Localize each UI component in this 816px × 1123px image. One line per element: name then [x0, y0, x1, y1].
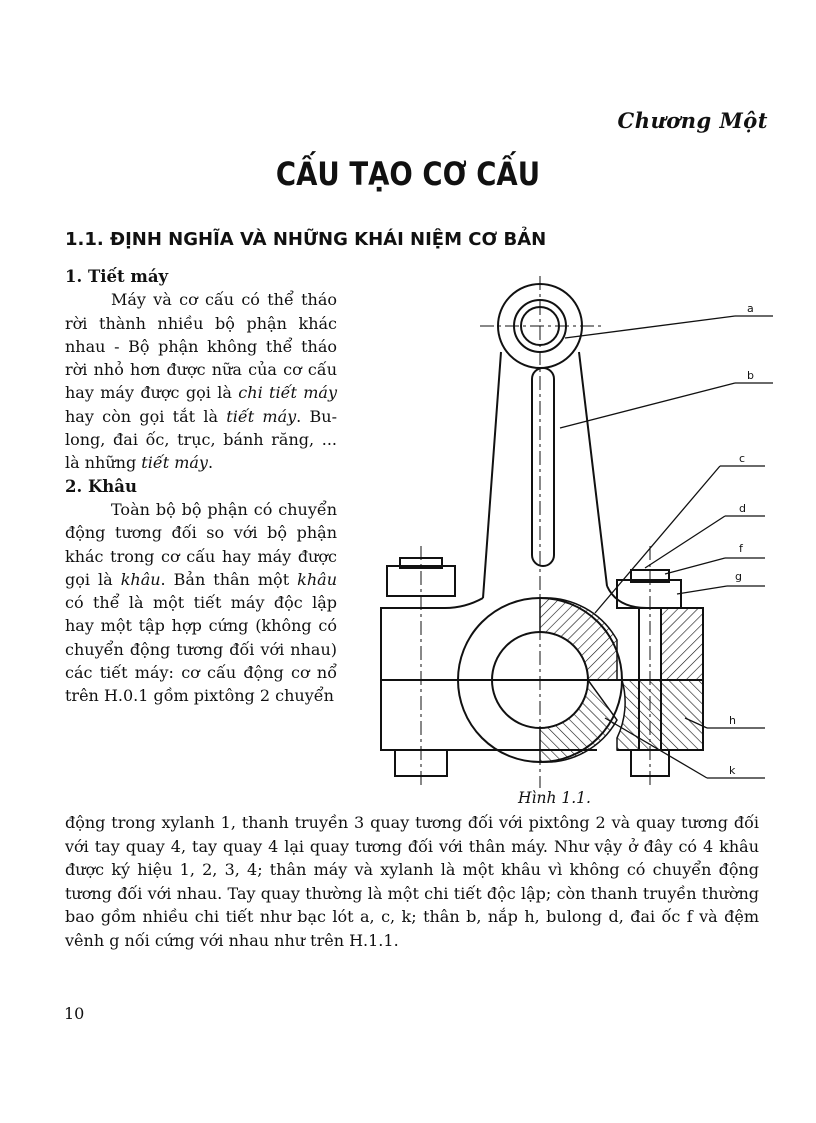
- text-run: .: [207, 453, 214, 473]
- chapter-label: Chương Một: [617, 108, 768, 133]
- subsection1-paragraph: [65, 288, 337, 474]
- text-run: . Bu-long, đai ốc, trục, bánh răng, ... là những: [65, 406, 338, 473]
- continuation-text: [65, 811, 759, 953]
- label-f: f: [739, 542, 743, 555]
- shank-slot: [532, 368, 554, 566]
- page-number: 10: [64, 1004, 85, 1023]
- text-run: Toàn bộ bộ phận có chuyển động tương đối so với bộ phận khác trong cơ cấu hay máy được gọi là: [65, 499, 337, 589]
- page-title: CẤU TẠO CƠ CẤU: [275, 155, 541, 193]
- left-column: [65, 265, 337, 708]
- text-run: có thể là một tiết máy độc lập hay một tập hợp cứng (không có chuyển động tương đối với nhau) các tiết máy: cơ cấu động cơ nổ trên H.0.1 gồm pixtông 2 chuyển: [65, 593, 337, 706]
- label-k: k: [729, 764, 736, 777]
- text-run: Máy và cơ cấu có thể tháo rời thành nhiều bộ phận khác nhau - Bộ phận không thể tháo rời nhỏ hơn được nữa của cơ cấu hay máy được gọi là: [65, 290, 337, 403]
- term-tiet-may-2: tiết máy: [141, 453, 208, 473]
- term-khau: khâu: [120, 569, 161, 589]
- label-a: a: [747, 302, 754, 315]
- bearing-shell-lower: [540, 680, 617, 762]
- term-chi-tiet-may: chi tiết máy: [238, 383, 337, 403]
- label-b: b: [747, 369, 754, 382]
- section-heading: 1.1. ĐỊNH NGHĨA VÀ NHỮNG KHÁI NIỆM CƠ BẢN: [65, 229, 547, 250]
- figure-caption: Hình 1.1.: [518, 789, 591, 807]
- subsection2-paragraph: [65, 498, 337, 708]
- rod-shank: [483, 352, 607, 598]
- label-c: c: [739, 452, 746, 465]
- subsection2-heading: 2. Khâu: [65, 476, 137, 496]
- bearing-shell-upper: [540, 598, 617, 680]
- term-tiet-may: tiết máy: [226, 406, 297, 426]
- continuation-paragraph: động trong xylanh 1, thanh truyền 3 quay tương đối với pixtông 2 và quay tương đối với tay quay 4, tay quay 4 lại quay tương đối với thân máy. Như vậy ở đây có 4 khâu được ký hiệu 1, 2, 3, 4; thân máy và xylanh là một khâu vì không có chuyển động tương đối với nhau. Tay quay thường là một chi tiết độc lập; còn thanh truyền thường bao gồm nhiều chi tiết như bạc lót a, c, k; thân b, nắp h, bulong d, đai ốc f và đệm vênh g nối cứng với nhau như trên H.1.1.: [65, 813, 759, 950]
- cap-section: [617, 680, 703, 750]
- text-run: hay còn gọi tắt là: [65, 406, 227, 426]
- label-g: g: [735, 570, 742, 583]
- subsection1-heading: 1. Tiết máy: [65, 267, 169, 286]
- text-run: . Bản thân một: [160, 569, 298, 589]
- label-h: h: [729, 714, 736, 727]
- term-khau-2: khâu: [297, 569, 337, 589]
- connecting-rod-figure: [355, 268, 775, 792]
- label-d: d: [739, 502, 746, 515]
